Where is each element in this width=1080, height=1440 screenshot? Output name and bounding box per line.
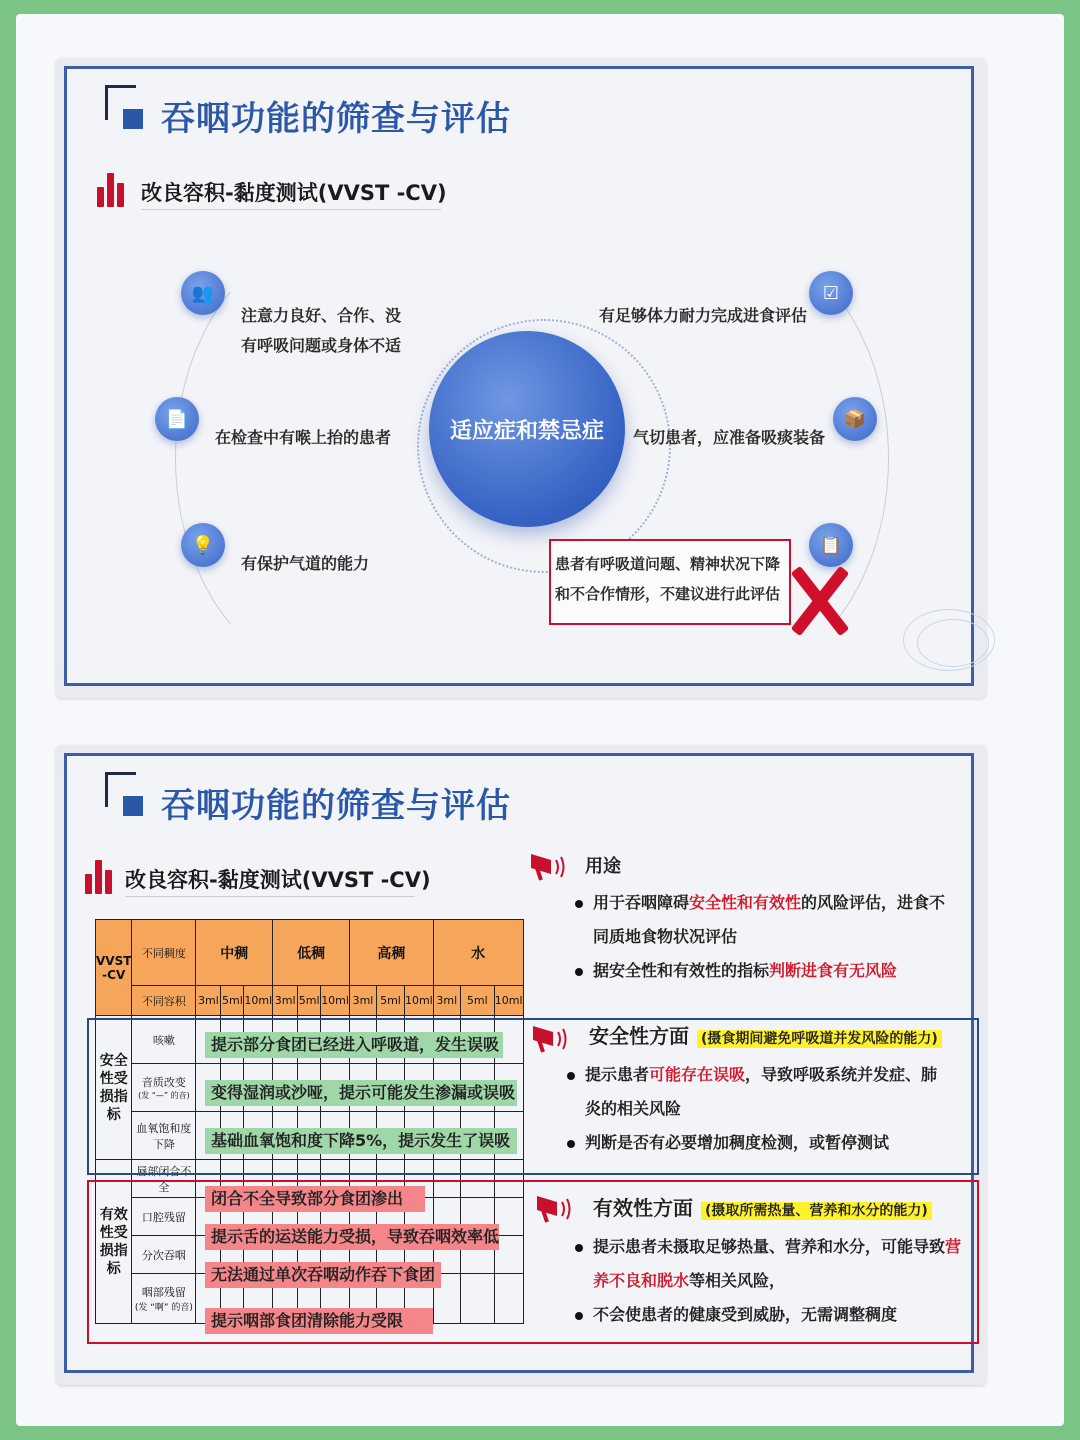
checklist-icon: ☑ [809, 271, 853, 315]
bullet-dot [575, 1312, 583, 1320]
slide-frame [64, 66, 974, 686]
contraindication-text: 患者有呼吸道问题、精神状况下降 和不合作情形，不建议进行此评估 [555, 555, 781, 603]
volume-header: 10ml [404, 986, 433, 1016]
safety-highlight: (摄食期间避免呼吸道并发风险的能力) [697, 1030, 942, 1048]
logo-filled-square [123, 109, 143, 129]
left-item-1: 注意力良好、合作、没 有呼吸问题或身体不适 [241, 306, 402, 355]
slide-subtitle: 改良容积-黏度测试(VVST -CV) [141, 181, 447, 205]
row-label: 咽部残留 (发 “啊” 的音) [132, 1274, 196, 1324]
megaphone-icon [535, 1190, 575, 1224]
efficacy-highlight: (摄取所需热量、营养和水分的能力) [701, 1202, 932, 1220]
row-label: 血氧饱和度下降 [132, 1112, 196, 1160]
bullet-dot [575, 1244, 583, 1252]
volume-header: 5ml [460, 986, 494, 1016]
document-icon: 📄 [155, 397, 199, 441]
group-header: 低稠 [273, 920, 350, 986]
efficacy-finding: 闭合不全导致部分食团渗出 [205, 1186, 425, 1212]
safety-bullet-1: 提示患者可能存在误吸，导致呼吸系统并发症、肺 炎的相关风险 [567, 1058, 967, 1126]
efficacy-finding: 提示舌的运送能力受损，导致吞咽效率低 [205, 1224, 499, 1250]
safety-group-label: 安全性受损指标 [96, 1016, 132, 1160]
subtitle-underline [141, 209, 441, 210]
row-label: 唇部闭合不全 [132, 1160, 196, 1198]
row-label: 咳嗽 [132, 1016, 196, 1064]
logo-filled-square [123, 796, 143, 816]
header-volume: 不同容积 [132, 986, 196, 1016]
slide-frame [64, 753, 974, 1373]
slide-subtitle: 改良容积-黏度测试(VVST -CV) [125, 868, 431, 892]
row-label: 分次吞咽 [132, 1236, 196, 1274]
box-icon: 📦 [833, 397, 877, 441]
group-header: 水 [433, 920, 523, 986]
volume-header: 3ml [433, 986, 460, 1016]
safety-bullet-2: 判断是否有必要增加稠度检测，或暂停测试 [567, 1126, 967, 1160]
slide-title: 吞咽功能的筛查与评估 [161, 99, 511, 139]
safety-heading: 安全性方面 (摄食期间避免呼吸道并发风险的能力) [589, 1020, 942, 1049]
slide-title: 吞咽功能的筛查与评估 [161, 786, 511, 826]
efficacy-finding: 无法通过单次吞咽动作吞下食团 [205, 1262, 441, 1288]
efficacy-group-label: 有效性受损指标 [96, 1160, 132, 1324]
left-item-3: 有保护气道的能力 [241, 554, 370, 573]
bullet-dot [575, 900, 583, 908]
lightbulb-icon: 💡 [181, 523, 225, 567]
people-icon: 👥 [181, 271, 225, 315]
right-item-2: 气切患者，应准备吸痰装备 [633, 428, 826, 447]
slide-indications [56, 58, 986, 698]
megaphone-icon [531, 1020, 571, 1054]
center-circle [429, 331, 625, 527]
clipboard-icon: 📋 [809, 523, 853, 567]
volume-header: 5ml [298, 986, 321, 1016]
efficacy-finding: 提示咽部食团清除能力受限 [205, 1308, 433, 1334]
volume-header: 10ml [321, 986, 350, 1016]
row-label: 口腔残留 [132, 1198, 196, 1236]
header-consistency: 不同稠度 [132, 920, 196, 986]
usage-bullet-2: 据安全性和有效性的指标判断进食有无风险 [575, 954, 975, 988]
volume-header: 3ml [196, 986, 221, 1016]
subtitle-underline [125, 896, 415, 897]
efficacy-heading: 有效性方面 (摄取所需热量、营养和水分的能力) [593, 1192, 932, 1221]
bar-chart-icon [97, 173, 125, 207]
group-header: 中稠 [196, 920, 273, 986]
safety-finding: 变得湿润或沙哑，提示可能发生渗漏或误吸 [205, 1080, 517, 1106]
center-label: 适应症和禁忌症 [449, 418, 604, 444]
safety-finding: 提示部分食团已经进入呼吸道，发生误吸 [205, 1032, 503, 1058]
usage-heading: 用途 [585, 856, 621, 877]
megaphone-icon [529, 848, 569, 882]
group-header: 高稠 [349, 920, 433, 986]
bar-chart-icon [85, 860, 113, 894]
slide-vvst-table [56, 745, 986, 1385]
bullet-dot [575, 968, 583, 976]
efficacy-bullet-1: 提示患者未摄取足够热量、营养和水分，可能导致营 养不良和脱水等相关风险， [575, 1230, 975, 1298]
volume-header: 5ml [376, 986, 404, 1016]
right-item-1: 有足够体力耐力完成进食评估 [599, 306, 808, 325]
efficacy-bullet-2: 不会使患者的健康受到威胁，无需调整稠度 [575, 1298, 975, 1332]
red-x-icon [789, 565, 849, 635]
volume-header: 10ml [244, 986, 273, 1016]
volume-header: 5ml [221, 986, 244, 1016]
usage-bullet-1: 用于吞咽障碍安全性和有效性的风险评估，进食不 同质地食物状况评估 [575, 886, 975, 954]
contraindication-box [549, 539, 791, 625]
row-label: 音质改变 (发 “—” 的音) [132, 1064, 196, 1112]
table-corner: VVST -CV [96, 920, 132, 1016]
volume-header: 3ml [349, 986, 376, 1016]
volume-header: 3ml [273, 986, 298, 1016]
left-item-2: 在检查中有喉上抬的患者 [215, 428, 392, 447]
safety-finding: 基础血氧饱和度下降5%，提示发生了误吸 [205, 1128, 517, 1154]
bullet-dot [567, 1140, 575, 1148]
decorative-swirl [917, 619, 989, 667]
bullet-dot [567, 1072, 575, 1080]
volume-header: 10ml [494, 986, 523, 1016]
